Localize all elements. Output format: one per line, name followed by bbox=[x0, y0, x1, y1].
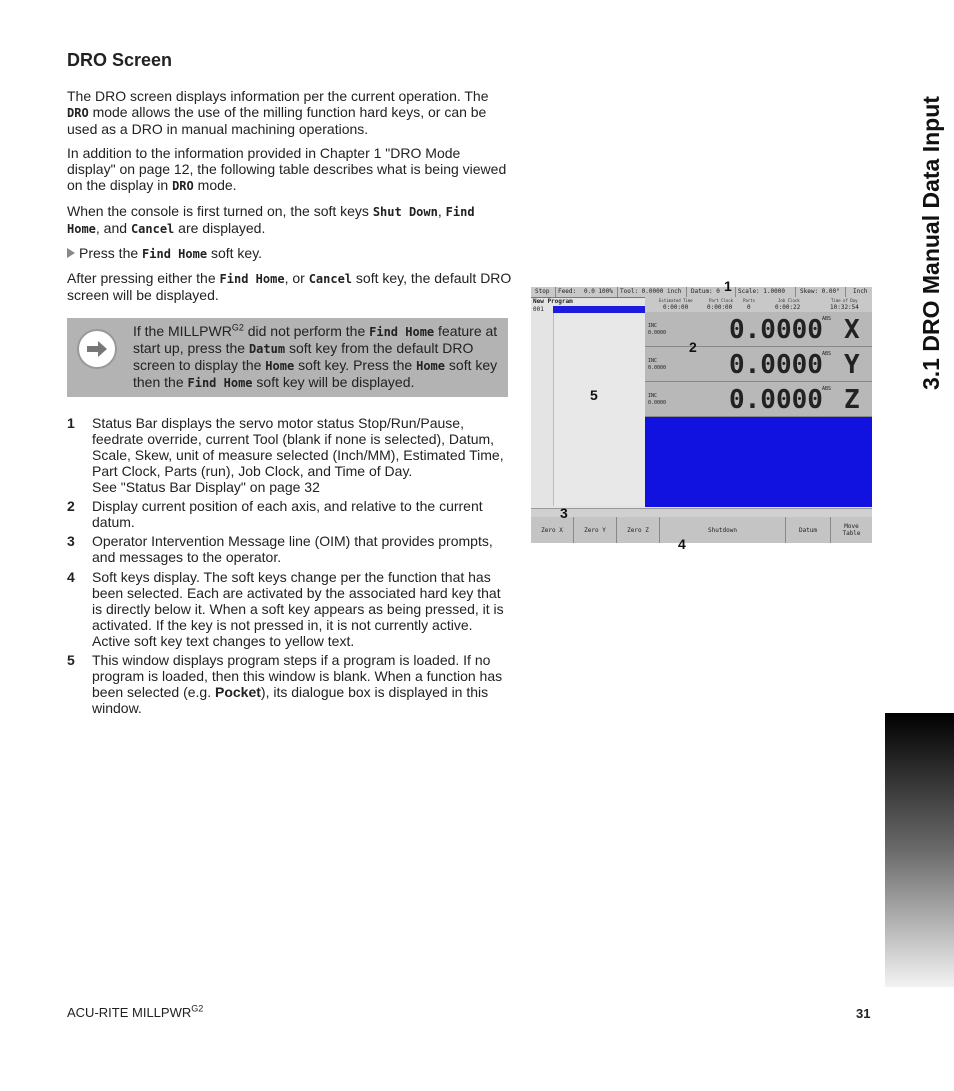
step-arrow-icon bbox=[67, 248, 75, 258]
callout-3: 3 bbox=[560, 505, 568, 521]
list-item: 2 Display current position of each axis, and relative to the current datum. bbox=[67, 498, 483, 530]
part-clock-label: Part Clock bbox=[709, 298, 734, 303]
chapter-tab bbox=[885, 713, 954, 987]
parts-value: 0 bbox=[747, 304, 751, 311]
list-item: 4 Soft keys display. The soft keys change per the function that has been selected. Each are activated by the associated hard key that is directly below it. When a soft key appears as being pressed, it is activated. If the key is not pressed in, it is not currently active. Active soft key text changes to yellow text. bbox=[67, 569, 504, 649]
axis-mode: ABS bbox=[822, 351, 832, 357]
axis-inc-label: INC 0.0000 bbox=[648, 393, 667, 406]
chapter-side-title: 3.1 DRO Manual Data Input bbox=[918, 96, 944, 390]
axis-row-x bbox=[645, 312, 872, 347]
intro-paragraph-1: The DRO screen displays information per the current operation. The DRO mode allows the use of the milling function hard keys, or can be used as a DRO in manual machining operations. bbox=[67, 88, 489, 137]
note-box bbox=[67, 318, 508, 397]
softkey-zero-x[interactable]: Zero X bbox=[531, 517, 574, 543]
note-text: If the $MILLPWR^{G2}$ did not perform the Find Home feature at start up, press the Datum soft key from the default DRO screen to display the Home soft key. Press the Home soft key then the Find Home soft key will be displayed. bbox=[133, 322, 498, 390]
softkey-bar bbox=[531, 517, 872, 543]
list-item: 3 Operator Intervention Message line (OIM) that provides prompts, and messages to the operator. bbox=[67, 533, 493, 565]
graphics-area bbox=[645, 417, 872, 507]
page-number: 31 bbox=[856, 1006, 871, 1021]
softkey-move-table[interactable]: Move Table bbox=[842, 523, 861, 537]
estimated-time-value: 0:00:00 bbox=[663, 304, 689, 311]
softkey-zero-z[interactable]: Zero Z bbox=[617, 517, 660, 543]
axis-position-value: 0.0000 bbox=[729, 315, 823, 345]
time-of-day-label: Time of Day bbox=[831, 298, 858, 303]
program-step-highlight[interactable] bbox=[553, 306, 645, 313]
section-heading: DRO Screen bbox=[67, 50, 173, 70]
intro-paragraph-5: After pressing either the Find Home, or Cancel soft key, the default DRO screen will be displayed. bbox=[67, 270, 512, 303]
list-item: 1 Status Bar displays the servo motor status Stop/Run/Pause, feedrate override, current Tool (blank if none is selected), Datum, Scale, Skew, unit of measure selected (Inch/MM), Estimated Time, Part Clock, Parts (run), Job Clock, and Time of Day. See "Status Bar Display" on page 32 bbox=[67, 415, 504, 495]
callout-5: 5 bbox=[590, 387, 598, 403]
status-scale: Scale: 1.0000 bbox=[738, 288, 785, 295]
intro-paragraph-3: When the console is first turned on, the soft keys Shut Down, Find Home, and Cancel are displayed. bbox=[67, 203, 475, 236]
program-window[interactable] bbox=[553, 313, 646, 506]
footer-brand: ACU-RITE $MILLPWR^{G2}$ bbox=[67, 1003, 204, 1020]
status-tool: Tool: 0.0000 inch bbox=[620, 288, 682, 295]
axis-row-z bbox=[645, 382, 872, 417]
time-of-day-value: 10:32:54 bbox=[830, 304, 859, 311]
job-clock-value: 0:00:22 bbox=[775, 304, 801, 311]
parts-label: Parts bbox=[743, 298, 756, 303]
axis-position-value: 0.0000 bbox=[729, 385, 823, 415]
status-run-state: Stop bbox=[535, 288, 550, 295]
axis-name: X bbox=[844, 315, 860, 345]
callout-1: 1 bbox=[724, 278, 732, 294]
axis-position-value: 0.0000 bbox=[729, 350, 823, 380]
oim-message-line bbox=[531, 508, 872, 517]
part-clock-value: 0:00:00 bbox=[707, 304, 733, 311]
intro-paragraph-2: In addition to the information provided in Chapter 1 "DRO Mode display" on page 12, the following table describes what is being viewed on the display in DRO mode. bbox=[67, 145, 507, 193]
axis-inc-label: INC 0.0000 bbox=[648, 358, 667, 371]
axis-mode: ABS bbox=[822, 316, 832, 322]
estimated-time-label: Estimated Time bbox=[659, 298, 693, 303]
right-arrow-icon bbox=[77, 329, 117, 369]
callout-2: 2 bbox=[689, 339, 697, 355]
clock-header-row bbox=[645, 297, 872, 312]
list-item: 5 This window displays program steps if a program is loaded. If no program is loaded, then this window is blank. When a function has been selected (e.g. Pocket), its dialogue box is displayed in this window. bbox=[67, 652, 503, 716]
dro-screen-figure bbox=[531, 287, 872, 543]
axis-mode: ABS bbox=[822, 386, 832, 392]
axis-name: Y bbox=[844, 350, 860, 380]
status-datum: Datum: 0 bbox=[691, 288, 720, 295]
program-line-number: 001 bbox=[533, 306, 544, 313]
callout-4: 4 bbox=[678, 536, 686, 552]
program-title: New Program bbox=[533, 298, 573, 305]
axis-row-y bbox=[645, 347, 872, 382]
status-feed-value: 0.0 100% bbox=[584, 288, 613, 295]
softkey-datum[interactable]: Datum bbox=[786, 517, 831, 543]
softkey-zero-y[interactable]: Zero Y bbox=[574, 517, 617, 543]
status-feed-label: Feed: bbox=[558, 288, 577, 295]
axis-inc-label: INC 0.0000 bbox=[648, 323, 667, 336]
instruction-step: Press the Find Home soft key. bbox=[67, 245, 512, 262]
softkey-shutdown[interactable]: Shutdown bbox=[660, 517, 786, 543]
job-clock-label: Job Clock bbox=[778, 298, 800, 303]
status-skew: Skew: 0.00° bbox=[800, 288, 840, 295]
status-units: Inch bbox=[853, 288, 868, 295]
axis-name: Z bbox=[844, 385, 860, 415]
